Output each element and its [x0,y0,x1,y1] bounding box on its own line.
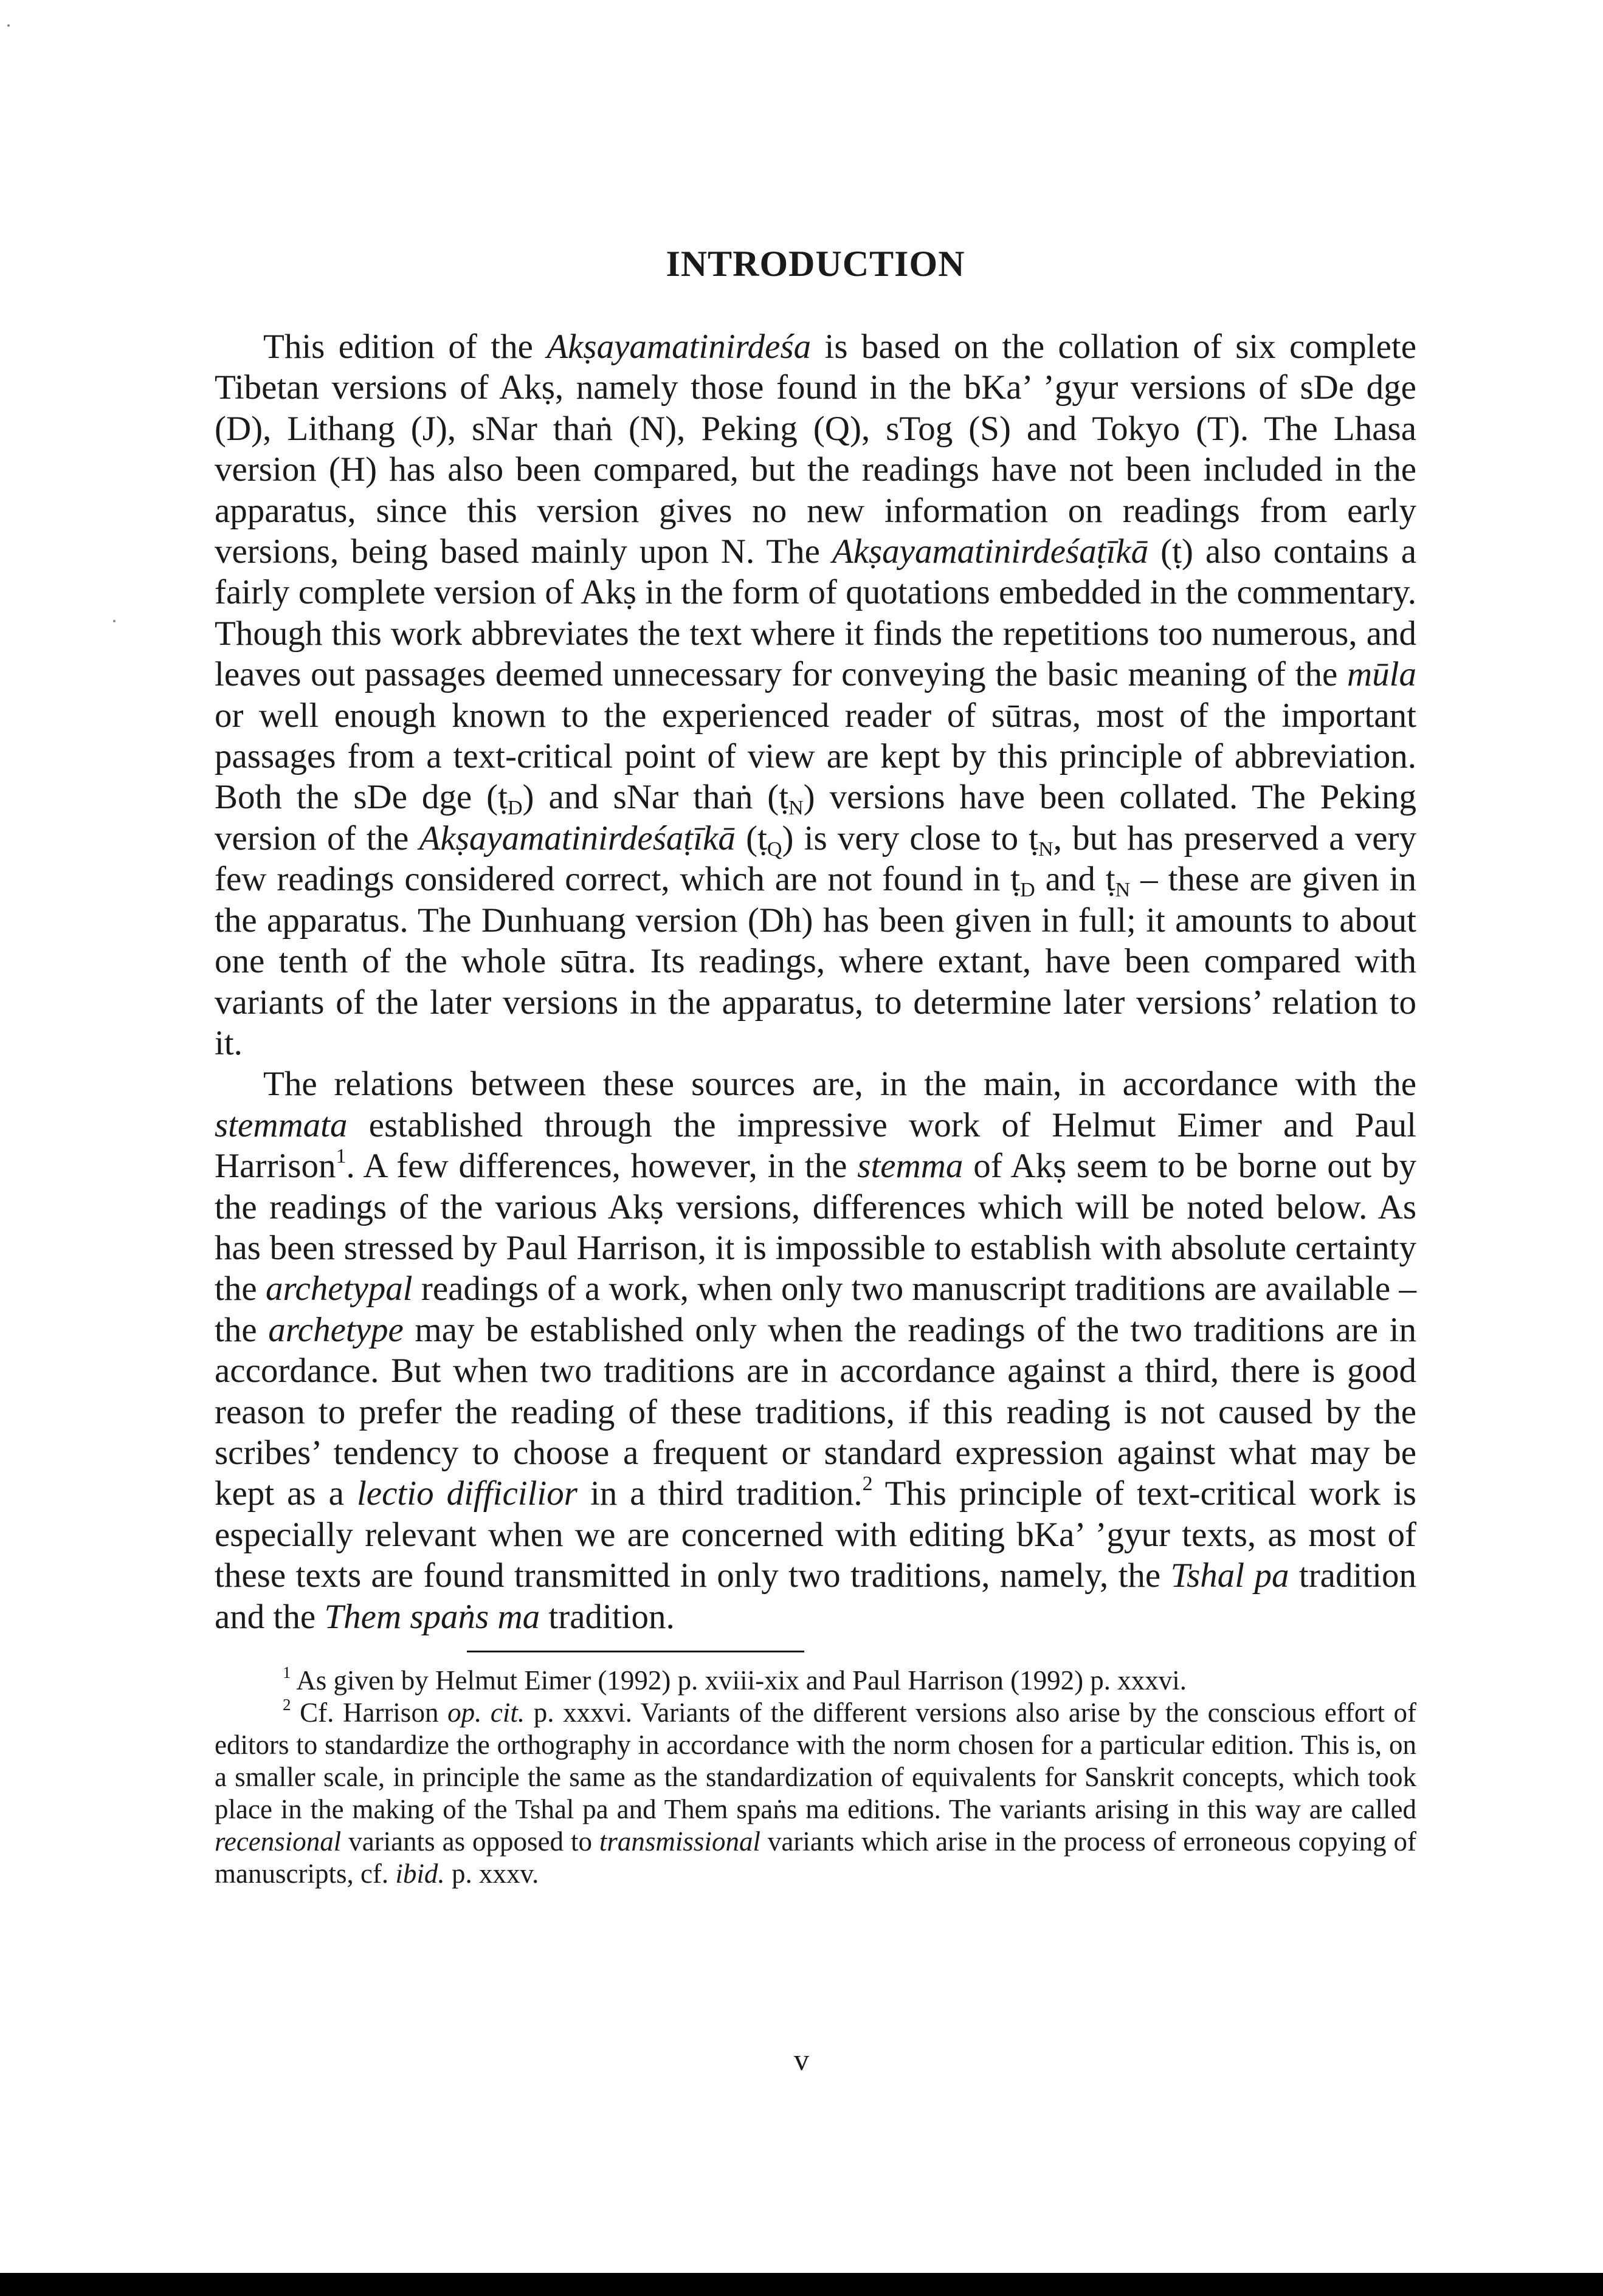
text: or well enough known to the experienced reader of sūtras, most of the important passages from a text-critical point of view are kept by this principle of abbreviation. Both the sDe dge (ṭ [215,696,1416,817]
footnote-2 [215,1697,1416,1890]
footnote-number: 1 [283,1663,291,1682]
paragraph-1 [215,326,1416,1064]
subscript: D [1020,879,1035,902]
text: tradition and the [215,1556,1416,1636]
text: ) is very close to ṭ [782,819,1039,858]
text: This edition of the [263,328,547,366]
footnote-text: variants as opposed to [341,1826,599,1857]
italic-text: recensional [215,1826,342,1857]
italic-text: mūla [1347,655,1416,694]
subscript: N [788,797,804,820]
subscript: D [507,797,523,820]
subscript: Q [767,837,782,861]
italic-text: ibid. [395,1858,445,1889]
paragraph-2 [215,1064,1416,1637]
footnote-text: Cf. Harrison [291,1697,448,1728]
italic-text: Akṣayamatinirdeśa [546,328,812,366]
italic-text: stemmata [215,1105,348,1144]
italic-text: Akṣayamatinirdeśaṭīkā [832,532,1149,571]
text: is based on the collation of six complete Tibetan versions of Akṣ, namely those found in the bKa’ ’gyur versions of sDe dge (D), Lithang (J), sNar thaṅ (N), Peking (Q), sTog (S) and Tokyo (T). The Lhasa version (H) has also been compared, but the readings have not been included in the apparatus, since this version gives no new information on readings from early versions, being based mainly upon N. The [215,328,1417,571]
scan-speck [113,620,115,622]
footnote-ref-2[interactable]: 2 [862,1473,873,1496]
text: may be established only when the readings of the two traditions are in accordance. But when two traditions are in accordance against a third, there is good reason to prefer the reading of these traditions, if this reading is not caused by the scribes’ tendency to choose a frequent or standard expression against what may be kept as a [215,1310,1416,1513]
footnote-text: p. xxxvi. Variants of the different versions also arise by the conscious effort of editors to standardize the orthography in accordance with the norm chosen for a particular edition. This is, on a smaller scale, in principle the same as the standardization of equivalents for Sanskrit concepts, which took place in the making of the Tshal pa and Them spaṅs ma editions. The variants arising in this way are called [215,1697,1416,1824]
page-body [215,243,1416,1890]
subscript: N [1038,837,1053,861]
text: . A few differences, however, in the [346,1147,858,1186]
subscript: N [1115,879,1131,902]
footnote-1 [215,1665,1416,1697]
text: readings of a work, when only two manuscript traditions are available – the [215,1270,1416,1349]
text: ) versions have been collated. The Peking version of the [215,778,1416,858]
italic-text: Akṣayamatinirdeśaṭīkā [419,819,736,858]
text: – these are given in the apparatus. The Dunhuang version (Dh) has been given in full; it amounts to about one tenth of the whole sūtra. Its readings, where extant, have been compared with variants of the later versions in the apparatus, to determine later versions’ relation to it. [215,860,1417,1062]
text: , but has preserved a very few readings considered correct, which are not found in ṭ [215,819,1416,899]
italic-text: stemma [857,1147,964,1186]
text: This principle of text-critical work is especially relevant when we are concerned with editing bKa’ ’gyur texts, as most of these texts are found transmitted in only two traditions, namely, the [215,1474,1416,1595]
text: established through the impressive work of Helmut Eimer and Paul Harrison [215,1105,1416,1186]
text: The relations between these sources are, in the main, in accordance with the [263,1065,1416,1104]
text: (ṭ [735,819,767,858]
footnote-number: 2 [283,1696,291,1714]
italic-text: Them spaṅs ma [324,1597,540,1636]
text: in a third tradition. [577,1474,863,1513]
italic-text: op. cit. [447,1697,525,1728]
italic-text: transmissional [599,1826,760,1857]
scan-edge-bar [0,2273,1603,2296]
footnote-divider [467,1651,804,1652]
footnote-text: variants which arise in the process of erroneous copying of manuscripts, cf. [215,1826,1416,1889]
italic-text: lectio difficilior [356,1474,577,1513]
footnote-text: p. xxxv. [444,1858,539,1889]
footnote-ref-1[interactable]: 1 [336,1145,346,1168]
italic-text: archetype [268,1310,404,1349]
page-number: v [794,2043,809,2077]
scan-speck [7,24,10,27]
page-title: INTRODUCTION [666,244,965,284]
text: (ṭ) also contains a fairly complete version of Akṣ in the form of quotations embedded in the commentary. Though this work abbreviates the text where it finds the repetitions too numerous, and leaves out passages deemed unnecessary for conveying the basic meaning of the [215,532,1416,694]
text: and ṭ [1035,860,1115,899]
footnote-text: As given by Helmut Eimer (1992) p. xviii-xix and Paul Harrison (1992) p. xxxvi. [291,1665,1187,1696]
text: ) and sNar thaṅ (ṭ [522,778,789,817]
text: of Akṣ seem to be borne out by the readings of the various Akṣ versions, differences which will be noted below. As has been stressed by Paul Harrison, it is impossible to establish with absolute certainty the [215,1147,1416,1308]
text: tradition. [540,1597,675,1636]
italic-text: archetypal [265,1270,413,1308]
italic-text: Tshal pa [1170,1556,1289,1595]
